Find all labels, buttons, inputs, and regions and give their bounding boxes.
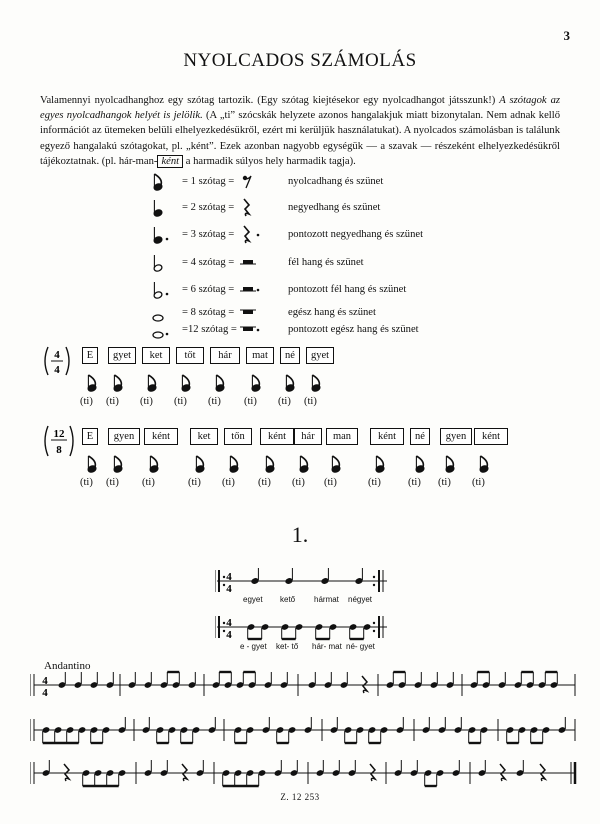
time-signature-128 (40, 424, 80, 458)
dotted-half-rest-icon (238, 278, 272, 300)
quarter-rest-icon (238, 196, 272, 218)
beamed-eighth-pair (247, 623, 270, 639)
rhythm-lyric: négyet (348, 595, 373, 604)
quarter-note (330, 717, 339, 734)
quarter-note (320, 568, 329, 585)
dotted-quarter-note-icon (150, 225, 172, 245)
quarter-note (410, 760, 419, 777)
ti-syllable: (ti) (368, 477, 381, 488)
legend-syllable-count: = 3 szótag = (182, 229, 235, 240)
eighth-note-icon (282, 373, 304, 393)
quarter-note (498, 672, 507, 689)
eighth-note-icon (212, 373, 234, 393)
ti-syllable: (ti) (106, 396, 119, 407)
beamed-eighths (180, 726, 201, 743)
intro-paragraph (40, 93, 560, 169)
syllable-box: hár (210, 347, 240, 364)
legend-syllable-count: = 4 szótag = (182, 257, 235, 268)
eighth-note-icon (308, 373, 330, 393)
legend-syllable-count: = 6 szótag = (182, 284, 235, 295)
ti-syllable: (ti) (80, 477, 93, 488)
legend-row (150, 253, 470, 273)
time-sig-top: 4 (54, 349, 60, 361)
ti-syllable: (ti) (140, 396, 153, 407)
beamed-eighths (368, 726, 389, 743)
legend-description: fél hang és szünet (288, 257, 364, 268)
ti-syllable: (ti) (106, 477, 119, 488)
page-title: NYOLCADOS SZÁMOLÁS (183, 50, 417, 71)
rhythm-staff-quarters (215, 566, 395, 596)
quarter-note (340, 672, 349, 689)
beamed-eighths (506, 726, 527, 743)
eighth-note-icon (110, 373, 132, 393)
ti-syllable: (ti) (80, 396, 93, 407)
beamed-eighths (538, 672, 559, 689)
ti-syllable: (ti) (142, 477, 155, 488)
score-time-sig-top: 4 (42, 675, 48, 687)
quarter-note (454, 717, 463, 734)
legend-description: negyedhang és szünet (288, 202, 381, 213)
rhythm-lyric: hár- mat (312, 642, 342, 651)
syllable-box: mat (246, 347, 274, 364)
syllable-box: ket (190, 428, 218, 445)
beamed-eighths (514, 672, 535, 689)
eighth-note-icon (84, 454, 106, 474)
quarter-note (128, 672, 137, 689)
beamed-eighths (234, 726, 255, 743)
legend-row (150, 172, 470, 192)
eighth-note-icon (412, 454, 434, 474)
time-sig-bottom: 4 (226, 583, 232, 595)
ti-syllable: (ti) (304, 396, 317, 407)
eighth-note-icon (372, 454, 394, 474)
syllable-box: ként (144, 428, 178, 445)
quarter-note (516, 760, 525, 777)
eighth-note-pairs (247, 623, 372, 639)
syllable-box: né (410, 428, 430, 445)
syllable-box: ként (260, 428, 294, 445)
syllable-box: hár (294, 428, 322, 445)
beamed-eighths (222, 769, 267, 786)
eighth-note-icon (144, 373, 166, 393)
legend-description: pontozott egész hang és szünet (288, 324, 419, 335)
quarter-note (324, 672, 333, 689)
beamed-eighths (236, 672, 257, 689)
tempo-marking: Andantino (44, 660, 91, 672)
quarter-note (558, 717, 567, 734)
quarter-note (396, 717, 405, 734)
ti-syllable: (ti) (408, 477, 421, 488)
syllable-box: man (326, 428, 358, 445)
time-signature-44 (40, 345, 80, 377)
syllable-box: gyet (306, 347, 334, 364)
quarter-note (160, 760, 169, 777)
eighth-note-icon (262, 454, 284, 474)
rhythm-lyric: e - gyet (240, 642, 267, 651)
rhythm-lyric: ket- tő (276, 642, 299, 651)
intro-boxed-syllable: ként (157, 155, 183, 168)
syllable-box: gyen (108, 428, 140, 445)
eighth-note-icon (226, 454, 248, 474)
beamed-eighths (160, 672, 181, 689)
quarter-note (250, 568, 259, 585)
half-rest-icon (238, 251, 272, 273)
rhythm-staff-eighths (215, 612, 395, 642)
beamed-eighths (156, 726, 177, 743)
syllable-box: gyet (108, 347, 136, 364)
eighth-note-icon (442, 454, 464, 474)
intro-text-1: Valamennyi nyolcadhanghoz egy szótag tartozik. (Egy szótag kiejtésekor egy nyolcadhangot játsszunk!) (40, 95, 500, 106)
rhythm-lyric: né- gyet (346, 642, 375, 651)
ti-syllable: (ti) (208, 396, 221, 407)
beamed-eighths (468, 726, 489, 743)
eighth-note-icon (296, 454, 318, 474)
score-time-sig-bottom: 4 (42, 687, 48, 699)
time-sig-top: 12 (53, 428, 65, 440)
beamed-eighth-pair (349, 623, 372, 639)
eighth-note-icon (328, 454, 350, 474)
beamed-eighths (42, 726, 87, 743)
quarter-note (452, 760, 461, 777)
time-sig-top: 4 (226, 571, 232, 583)
time-sig-bottom: 4 (54, 364, 60, 376)
beamed-eighths (276, 726, 297, 743)
syllable-box: tőn (224, 428, 252, 445)
time-sig-top: 4 (226, 617, 232, 629)
syllable-box: né (280, 347, 300, 364)
legend-row (150, 198, 470, 218)
ti-syllable: (ti) (324, 477, 337, 488)
page-number: 3 (563, 28, 570, 43)
quarter-note (208, 717, 217, 734)
quarter-note (354, 568, 363, 585)
legend-row (150, 320, 470, 340)
eighth-note-icon (248, 373, 270, 393)
syllable-box: E (82, 428, 98, 445)
rhythm-score (30, 670, 590, 790)
dotted-whole-note-icon (150, 320, 172, 340)
eighth-note-icon (192, 454, 214, 474)
quarter-note (58, 672, 67, 689)
quarter-note (284, 568, 293, 585)
syllable-box: gyen (440, 428, 472, 445)
quarter-note (478, 760, 487, 777)
ti-syllable: (ti) (258, 477, 271, 488)
half-note-icon (150, 253, 172, 273)
ti-syllable: (ti) (278, 396, 291, 407)
exercise-number: 1. (291, 522, 309, 547)
ti-syllable: (ti) (188, 477, 201, 488)
legend-description: pontozott fél hang és szünet (288, 284, 407, 295)
eighth-note-icon (110, 454, 132, 474)
ti-syllable: (ti) (174, 396, 187, 407)
beamed-eighths (344, 726, 365, 743)
quarter-note (142, 717, 151, 734)
legend-description: pontozott negyedhang és szünet (288, 229, 424, 240)
syllable-box: ket (142, 347, 170, 364)
quarter-note (308, 672, 317, 689)
legend-syllable-count: = 2 szótag = (182, 202, 235, 213)
time-sig-bottom: 4 (226, 629, 232, 641)
rhythm-lyric: kető (280, 595, 296, 604)
quarter-note (144, 760, 153, 777)
quarter-note (304, 717, 313, 734)
legend-description: egész hang és szünet (288, 307, 376, 318)
dotted-half-note-icon (150, 280, 172, 300)
quarter-note (414, 672, 423, 689)
ti-syllable: (ti) (222, 477, 235, 488)
legend-row (150, 280, 470, 300)
ti-syllable: (ti) (438, 477, 451, 488)
ti-syllable: (ti) (244, 396, 257, 407)
quarter-note (42, 760, 51, 777)
quarter-note (422, 717, 431, 734)
quarter-note (196, 760, 205, 777)
quarter-note (316, 760, 325, 777)
intro-text-italic: A szótagok az egyes nyolcadhangok helyét is jelölik. (40, 95, 560, 122)
ti-syllable: (ti) (472, 477, 485, 488)
legend-syllable-count: = 8 szótag = (182, 307, 235, 318)
ti-syllable: (ti) (292, 477, 305, 488)
eighth-note-icon (84, 373, 106, 393)
eighth-note-icon (150, 172, 172, 192)
quarter-note (274, 760, 283, 777)
beamed-eighths (470, 672, 491, 689)
eighth-rest-icon (238, 170, 272, 192)
quarter-note (348, 760, 357, 777)
beamed-eighths (212, 672, 233, 689)
quarter-note (106, 672, 115, 689)
quarter-note (74, 672, 83, 689)
syllable-box: ként (474, 428, 508, 445)
quarter-note (188, 672, 197, 689)
quarter-note (90, 672, 99, 689)
dotted-whole-rest-icon (238, 318, 272, 340)
quarter-note (290, 760, 299, 777)
time-sig-bottom: 8 (56, 444, 62, 456)
quarter-note (118, 717, 127, 734)
beamed-eighth-pair (281, 623, 304, 639)
legend-description: nyolcadhang és szünet (288, 176, 384, 187)
quarter-note (262, 717, 271, 734)
beamed-eighths (530, 726, 551, 743)
beamed-eighths (424, 769, 445, 786)
dotted-quarter-rest-icon (238, 223, 272, 245)
beamed-eighth-pair (315, 623, 338, 639)
eighth-note-icon (146, 454, 168, 474)
quarter-note (446, 672, 455, 689)
syllable-box: tőt (176, 347, 204, 364)
syllable-box: E (82, 347, 98, 364)
legend-syllable-count: = 1 szótag = (182, 176, 235, 187)
eighth-note-icon (178, 373, 200, 393)
quarter-note (438, 717, 447, 734)
beamed-eighths (386, 672, 407, 689)
quarter-note (144, 672, 153, 689)
beamed-eighths (82, 769, 127, 786)
intro-text-2: (A „ti” szócskák helyzete azonos hangalakjuk miatt bizonytalan. Nem adnak kellő információt az ütemeken belüli elhelyezkedésükről, ezért mi kerüljük használatukat). A nyolcados számolásban is találunk egyező hangalakú szótagokat, pl. „ként”. Ezek azonban nagyobb egységük — a szavak — részeként elhelyezkedésükről tájékoztatnak. (pl. hár-man- (40, 110, 560, 167)
catalog-number: Z. 12 253 (280, 792, 320, 802)
quarter-note-icon (150, 198, 172, 218)
legend-syllable-count: =12 szótag = (182, 324, 237, 335)
quarter-note (394, 760, 403, 777)
intro-text-3: a harmadik súlyos hely harmadik tagja). (183, 155, 356, 167)
legend-row (150, 225, 470, 245)
quarter-note (430, 672, 439, 689)
syllable-box: ként (370, 428, 404, 445)
beamed-eighths (90, 726, 111, 743)
eighth-note-icon (476, 454, 498, 474)
quarter-note (332, 760, 341, 777)
rhythm-lyric: egyet (243, 595, 263, 604)
quarter-note (264, 672, 273, 689)
quarter-note (280, 672, 289, 689)
rhythm-lyric: hármat (314, 595, 339, 604)
